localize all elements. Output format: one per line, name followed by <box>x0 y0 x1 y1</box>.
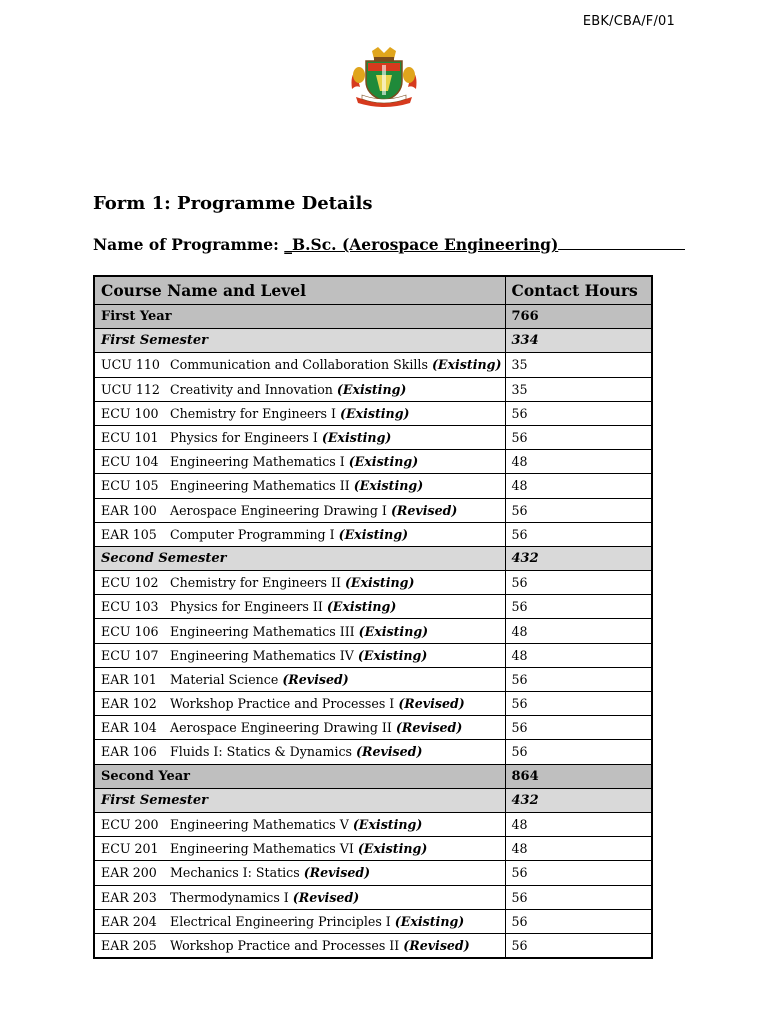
table-row <box>94 450 652 474</box>
contact-hours-cell: 56 <box>505 861 652 885</box>
contact-hours-cell: 864 <box>505 764 652 788</box>
course-code: EAR 100 <box>101 502 157 518</box>
course-status: (Existing) <box>340 405 410 421</box>
contact-hours-cell: 56 <box>505 401 652 425</box>
table-row <box>94 522 652 546</box>
contact-hours-cell: 334 <box>505 329 652 353</box>
course-cell <box>94 692 505 716</box>
programme-blank-line <box>558 235 685 250</box>
course-code: ECU 106 <box>101 623 159 639</box>
course-status: (Revised) <box>398 696 465 712</box>
course-status: (Existing) <box>338 526 409 542</box>
course-status: (Existing) <box>357 647 428 663</box>
contact-hours-cell: 56 <box>505 498 652 522</box>
course-cell <box>94 522 505 546</box>
course-code: EAR 106 <box>101 744 157 760</box>
contact-hours-cell: 766 <box>505 305 652 329</box>
course-status: (Existing) <box>326 599 397 615</box>
semester-label: First Semester <box>94 788 505 812</box>
course-cell <box>94 353 505 377</box>
table-row <box>94 885 652 909</box>
course-code: ECU 201 <box>101 841 159 857</box>
course-title: Creativity and Innovation <box>170 381 333 397</box>
course-status: (Existing) <box>394 913 465 929</box>
course-title: Workshop Practice and Processes I <box>170 696 395 712</box>
programme-table <box>93 275 653 959</box>
course-cell <box>94 498 505 522</box>
table-row <box>94 692 652 716</box>
course-code: EAR 105 <box>101 526 157 542</box>
contact-hours-cell: 56 <box>505 571 652 595</box>
course-code: EAR 205 <box>101 937 157 953</box>
contact-hours-cell: 48 <box>505 619 652 643</box>
table-header-row <box>94 276 652 305</box>
course-status: (Existing) <box>353 478 424 494</box>
table-row <box>94 716 652 740</box>
programme-value: _B.Sc. (Aerospace Engineering) <box>284 235 559 254</box>
course-title: Thermodynamics I <box>170 889 289 905</box>
course-status: (Existing) <box>357 841 428 857</box>
contact-hours-cell: 56 <box>505 933 652 958</box>
course-cell <box>94 425 505 449</box>
course-title: Communication and Collaboration Skills <box>170 357 428 373</box>
contact-hours-cell: 56 <box>505 595 652 619</box>
contact-hours-cell: 56 <box>505 667 652 691</box>
course-status: (Revised) <box>403 937 470 953</box>
course-cell <box>94 837 505 861</box>
contact-hours-cell: 48 <box>505 450 652 474</box>
course-cell <box>94 909 505 933</box>
course-code: EAR 104 <box>101 720 157 736</box>
course-title: Engineering Mathematics I <box>170 454 345 470</box>
course-code: ECU 102 <box>101 575 159 591</box>
course-status: (Revised) <box>390 502 458 518</box>
course-cell <box>94 667 505 691</box>
course-title: Workshop Practice and Processes II <box>170 937 400 953</box>
semester-row <box>94 788 652 812</box>
table-body <box>94 305 652 959</box>
contact-hours-cell: 48 <box>505 643 652 667</box>
course-cell <box>94 450 505 474</box>
course-cell <box>94 474 505 498</box>
table-row <box>94 740 652 764</box>
course-status: (Existing) <box>431 357 502 373</box>
contact-hours-cell: 432 <box>505 546 652 570</box>
contact-hours-cell: 35 <box>505 353 652 377</box>
course-title: Physics for Engineers II <box>170 599 323 615</box>
course-code: ECU 104 <box>101 454 159 470</box>
course-code: UCU 112 <box>101 381 160 397</box>
table-row <box>94 595 652 619</box>
table-row <box>94 861 652 885</box>
course-title: Electrical Engineering Principles I <box>170 913 391 929</box>
table-row <box>94 667 652 691</box>
contact-hours-cell: 56 <box>505 885 652 909</box>
course-status: (Existing) <box>336 381 407 397</box>
programme-label: Name of Programme: <box>93 235 279 254</box>
course-cell <box>94 595 505 619</box>
course-cell <box>94 377 505 401</box>
course-title: Engineering Mathematics VI <box>170 841 354 857</box>
course-title: Fluids I: Statics & Dynamics <box>170 744 352 760</box>
table-row <box>94 353 652 377</box>
table-row <box>94 377 652 401</box>
course-cell <box>94 716 505 740</box>
course-title: Engineering Mathematics V <box>170 817 349 833</box>
year-row <box>94 305 652 329</box>
year-row <box>94 764 652 788</box>
course-code: EAR 204 <box>101 913 157 929</box>
table-row <box>94 498 652 522</box>
course-title: Mechanics I: Statics <box>170 865 300 881</box>
course-title: Chemistry for Engineers I <box>170 405 336 421</box>
course-cell <box>94 401 505 425</box>
table-row <box>94 571 652 595</box>
contact-hours-cell: 432 <box>505 788 652 812</box>
course-status: (Existing) <box>321 430 392 446</box>
course-cell <box>94 740 505 764</box>
table-row <box>94 933 652 958</box>
table-row <box>94 474 652 498</box>
course-title: Aerospace Engineering Drawing II <box>170 720 392 736</box>
course-title: Engineering Mathematics II <box>170 478 350 494</box>
course-title: Chemistry for Engineers II <box>170 575 341 591</box>
table-row <box>94 619 652 643</box>
course-cell <box>94 571 505 595</box>
table-row <box>94 643 652 667</box>
year-label: First Year <box>94 305 505 329</box>
course-code: EAR 203 <box>101 889 157 905</box>
contact-hours-cell: 56 <box>505 716 652 740</box>
table-row <box>94 812 652 836</box>
course-title: Aerospace Engineering Drawing I <box>170 502 387 518</box>
course-code: ECU 105 <box>101 478 159 494</box>
course-status: (Revised) <box>292 889 360 905</box>
programme-name-line <box>93 235 685 254</box>
course-status: (Revised) <box>356 744 423 760</box>
course-cell <box>94 619 505 643</box>
contact-hours-cell: 56 <box>505 692 652 716</box>
course-status: (Existing) <box>358 623 429 639</box>
course-code: EAR 101 <box>101 671 157 687</box>
course-status: (Existing) <box>344 575 415 591</box>
contact-hours-cell: 35 <box>505 377 652 401</box>
university-crest-logo <box>346 45 422 109</box>
course-code: ECU 103 <box>101 599 159 615</box>
course-title: Physics for Engineers I <box>170 430 318 446</box>
table-row <box>94 837 652 861</box>
course-cell <box>94 643 505 667</box>
table-row <box>94 401 652 425</box>
course-cell <box>94 812 505 836</box>
course-status: (Revised) <box>303 865 371 881</box>
contact-hours-cell: 48 <box>505 812 652 836</box>
course-status: (Revised) <box>282 671 349 687</box>
course-code: ECU 101 <box>101 430 159 446</box>
contact-hours-cell: 56 <box>505 909 652 933</box>
semester-row <box>94 546 652 570</box>
course-status: (Existing) <box>348 454 419 470</box>
course-code: EAR 200 <box>101 865 157 881</box>
course-title: Engineering Mathematics III <box>170 623 355 639</box>
document-reference: EBK/CBA/F/01 <box>582 14 675 29</box>
year-label: Second Year <box>94 764 505 788</box>
course-code: ECU 200 <box>101 817 159 833</box>
course-code: ECU 107 <box>101 647 159 663</box>
contact-hours-cell: 48 <box>505 837 652 861</box>
course-code: UCU 110 <box>101 357 160 373</box>
course-cell <box>94 861 505 885</box>
contact-hours-cell: 56 <box>505 425 652 449</box>
course-title: Material Science <box>170 671 279 687</box>
contact-hours-cell: 48 <box>505 474 652 498</box>
course-code: ECU 100 <box>101 405 159 421</box>
contact-hours-cell: 56 <box>505 740 652 764</box>
semester-row <box>94 329 652 353</box>
course-title: Engineering Mathematics IV <box>170 647 354 663</box>
header-contact-hours: Contact Hours <box>505 276 652 305</box>
course-cell <box>94 885 505 909</box>
semester-label: Second Semester <box>94 546 505 570</box>
course-cell <box>94 933 505 958</box>
table-row <box>94 425 652 449</box>
semester-label: First Semester <box>94 329 505 353</box>
course-title: Computer Programming I <box>170 526 335 542</box>
course-code: EAR 102 <box>101 696 157 712</box>
form-title: Form 1: Programme Details <box>93 193 373 214</box>
contact-hours-cell: 56 <box>505 522 652 546</box>
header-course-name: Course Name and Level <box>94 276 505 305</box>
course-status: (Existing) <box>352 817 423 833</box>
course-status: (Revised) <box>395 720 463 736</box>
table-row <box>94 909 652 933</box>
